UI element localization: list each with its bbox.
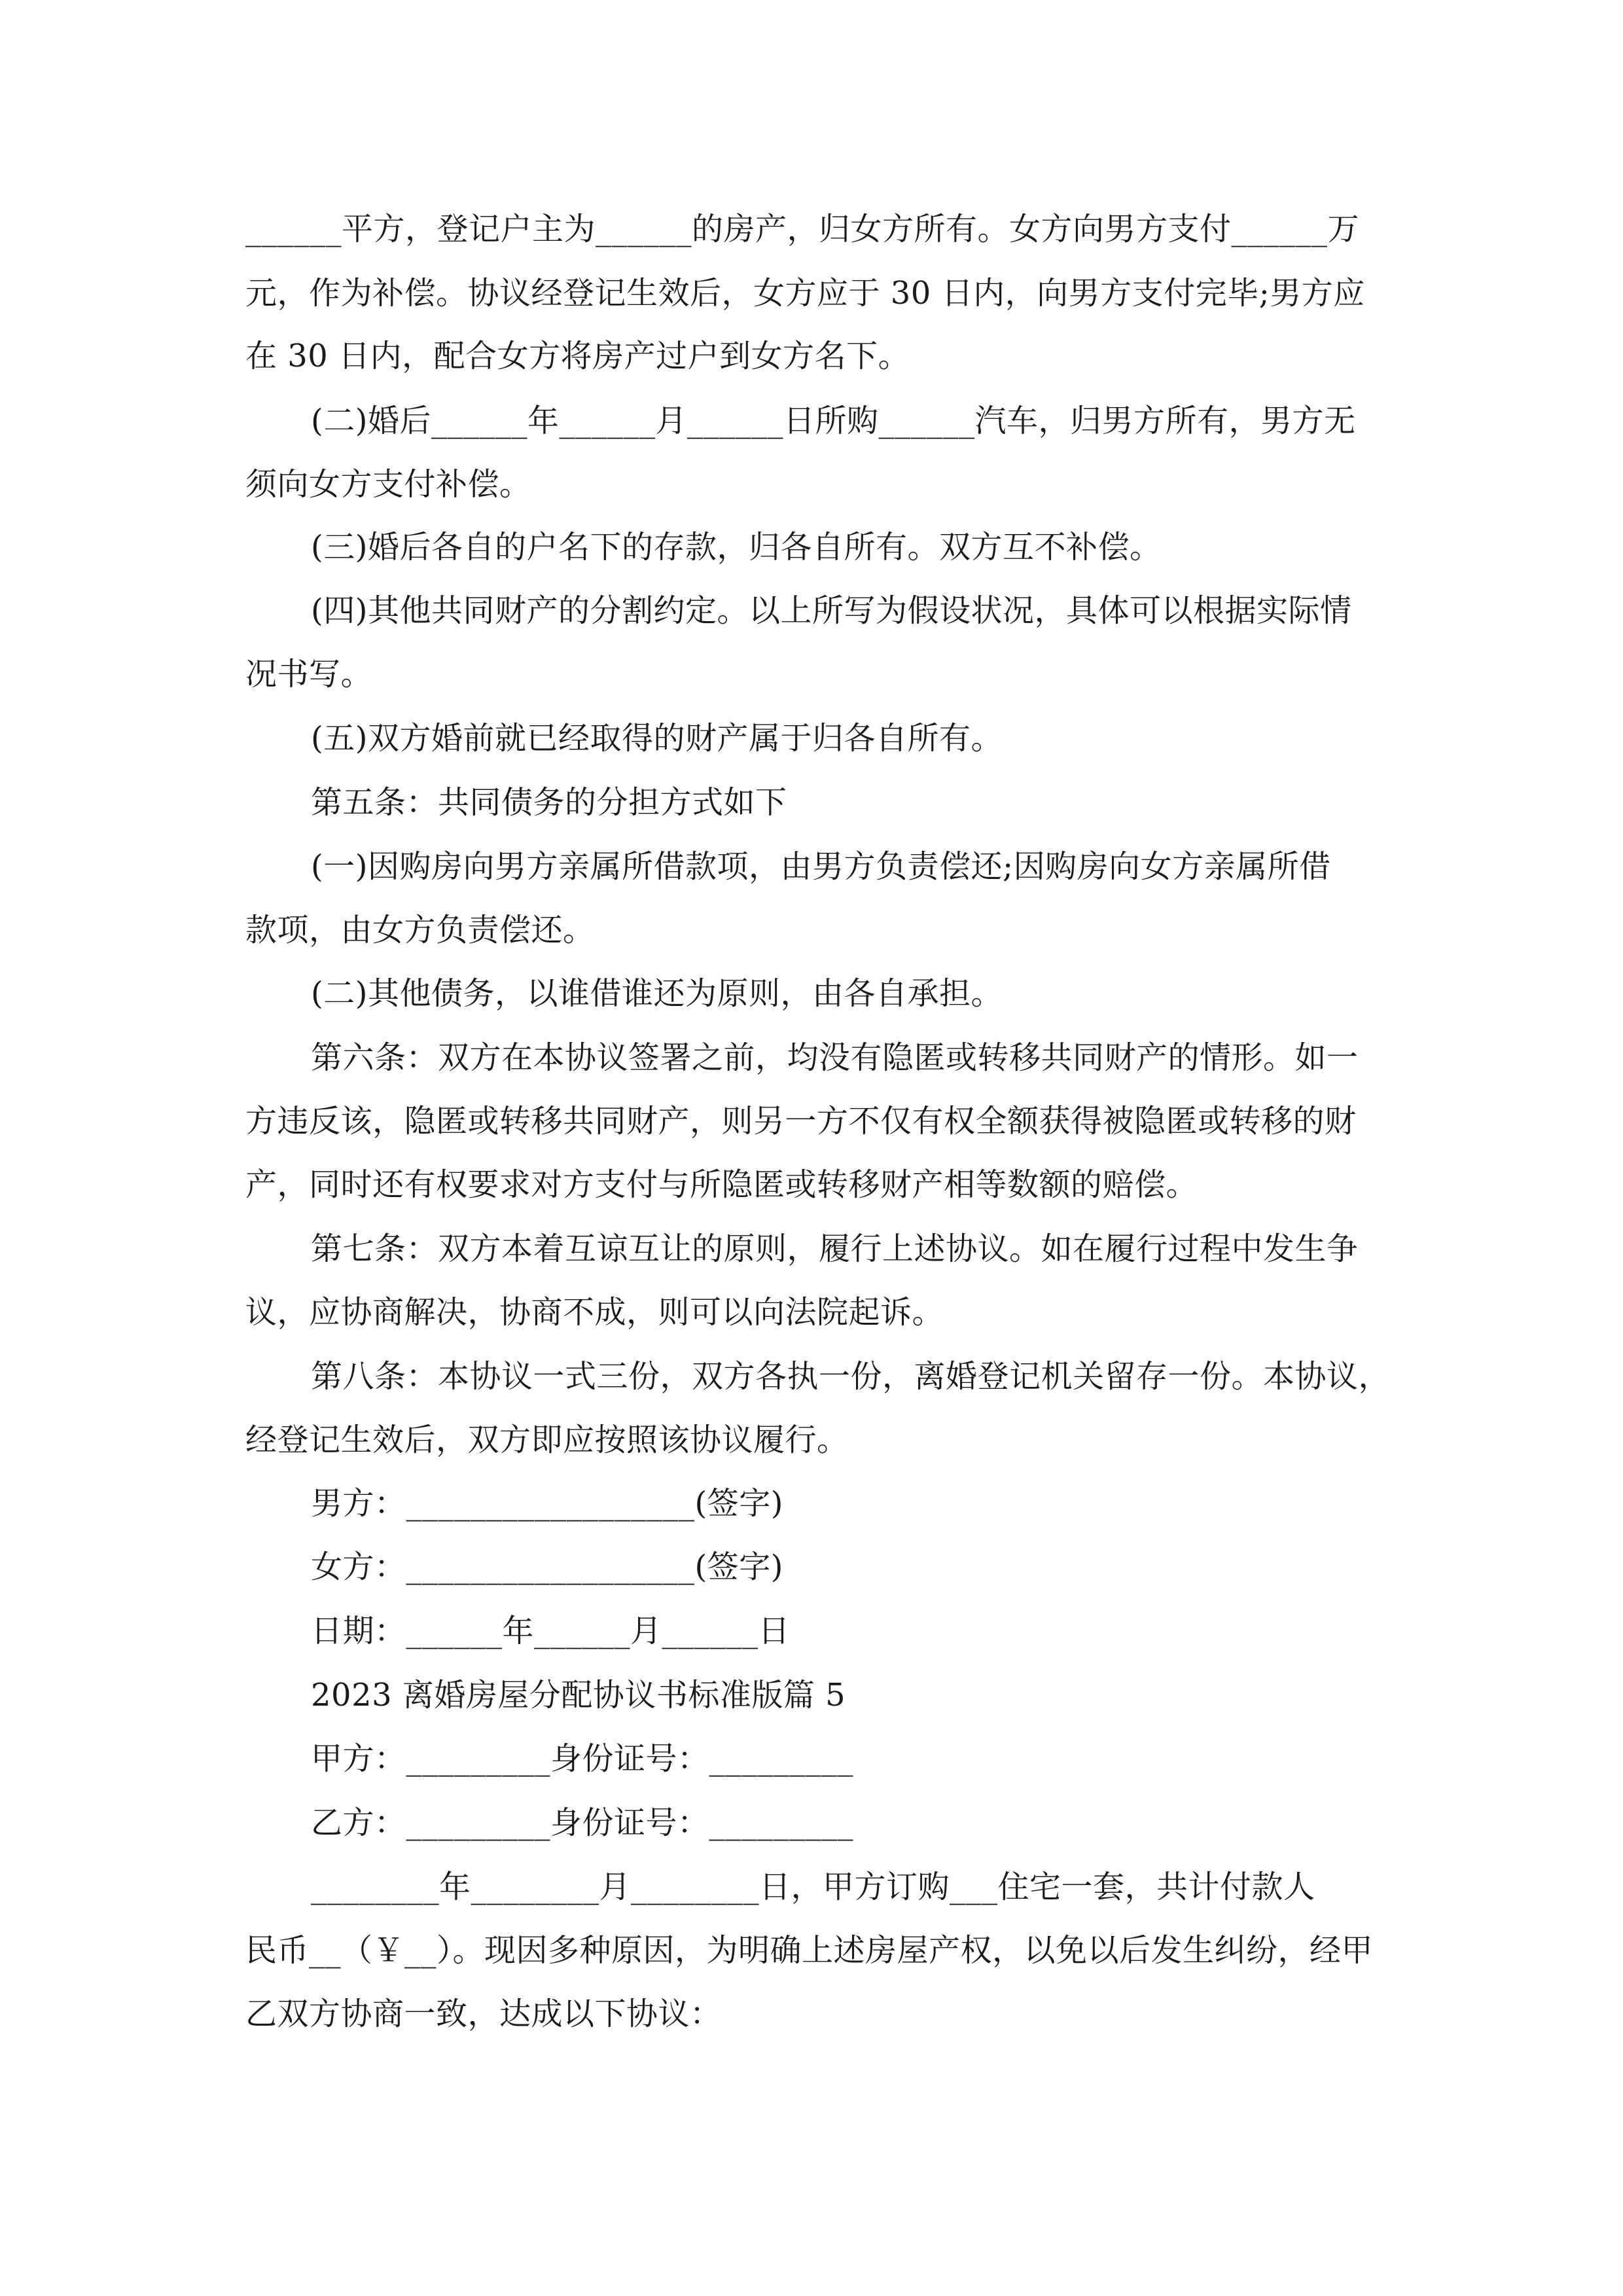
text-line: 乙双方协商一致，达成以下协议： (245, 1996, 722, 2032)
text-line: 第七条：双方本着互谅互让的原则，履行上述协议。如在履行过程中发生争 (311, 1230, 1359, 1267)
text-line: ______平方，登记户主为______的房产，归女方所有。女方向男方支付______万 (245, 211, 1360, 247)
text-line: (三)婚后各自的户名下的存款，归各自所有。双方互不补偿。 (311, 529, 1162, 565)
text-line: (四)其他共同财产的分割约定。以上所写为假设状况，具体可以根据实际情 (311, 592, 1352, 629)
signature-line-male: 男方：__________________(签字) (311, 1485, 783, 1522)
party-a-line: 甲方：_________身份证号：_________ (311, 1740, 854, 1777)
date-line: 日期：______年______月______日 (311, 1613, 791, 1649)
text-line: 第八条：本协议一式三份，双方各执一份，离婚登记机关留存一份。本协议， (311, 1358, 1391, 1395)
text-line: (二)婚后______年______月______日所购______汽车，归男方所有，男方无 (311, 403, 1356, 439)
text-line: (二)其他债务，以谁借谁还为原则，由各自承担。 (311, 975, 1003, 1012)
text-line: 须向女方支付补偿。 (245, 466, 531, 503)
party-b-line: 乙方：_________身份证号：_________ (311, 1804, 854, 1841)
text-line: 元，作为补偿。协议经登记生效后，女方应于 30 日内，向男方支付完毕;男方应 (245, 275, 1365, 312)
signature-line-female: 女方：__________________(签字) (311, 1549, 783, 1585)
text-line: (一)因购房向男方亲属所借款项，由男方负责偿还;因购房向女方亲属所借 (311, 848, 1331, 885)
text-line: 款项，由女方负责偿还。 (245, 912, 595, 948)
text-line: 民币__（￥__）。现因多种原因，为明确上述房屋产权，以免以后发生纠纷，经甲 (245, 1932, 1374, 1969)
document-title: 2023 离婚房屋分配协议书标准版篇 5 (311, 1677, 846, 1713)
text-line: 方违反该，隐匿或转移共同财产，则另一方不仅有权全额获得被隐匿或转移的财 (245, 1103, 1357, 1139)
text-line: 产，同时还有权要求对方支付与所隐匿或转移财产相等数额的赔偿。 (245, 1166, 1198, 1203)
text-line: 在 30 日内，配合女方将房产过户到女方名下。 (245, 338, 910, 374)
text-line: (五)双方婚前就已经取得的财产属于归各自所有。 (311, 720, 1003, 757)
text-line: 第六条：双方在本协议签署之前，均没有隐匿或转移共同财产的情形。如一 (311, 1039, 1359, 1076)
text-line: 议，应协商解决，协商不成，则可以向法院起诉。 (245, 1294, 944, 1331)
text-line: ________年________月________日，甲方订购___住宅一套，共计付款人 (311, 1869, 1315, 1905)
text-line: 经登记生效后，双方即应按照该协议履行。 (245, 1422, 849, 1458)
text-line: 况书写。 (245, 656, 373, 692)
section-heading: 第五条：共同债务的分担方式如下 (311, 784, 787, 821)
